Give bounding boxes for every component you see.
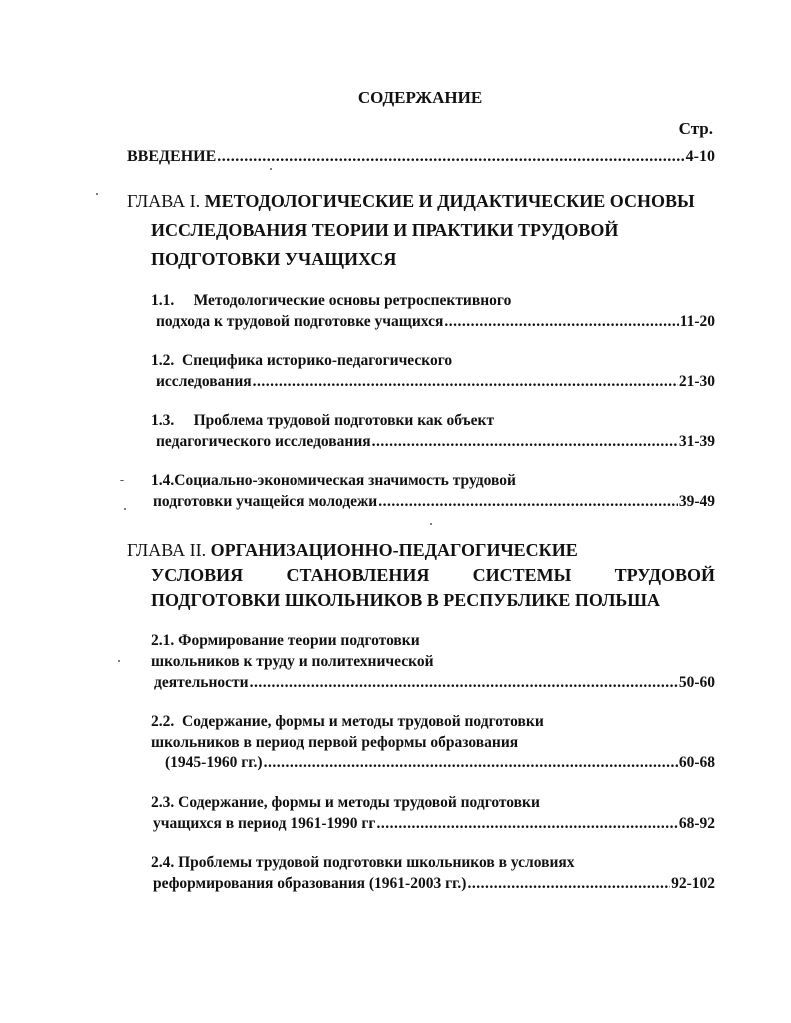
chapter1-title-part1: МЕТОДОЛОГИЧЕСКИЕ И ДИДАКТИЧЕСКИЕ ОСНОВЫ	[204, 191, 695, 211]
scan-speck	[270, 168, 272, 170]
section-title-cont: деятельности	[154, 674, 249, 691]
section-number: 2.4.	[151, 854, 175, 871]
section-title-cont: педагогического исследования	[156, 433, 371, 450]
chapter1-heading-line3: ПОДГОТОВКИ УЧАЩИХСЯ	[151, 249, 397, 269]
section-number: 1.1.	[151, 292, 175, 309]
scan-speck	[96, 193, 98, 195]
chapter2-title-part1: ОРГАНИЗАЦИОННО-ПЕДАГОГИЧЕСКИЕ	[210, 540, 578, 560]
scan-speck	[430, 523, 432, 525]
toc-page-number: 68-92	[678, 815, 715, 832]
chapter2-word: ТРУДОВОЙ	[614, 565, 715, 585]
chapter2-word: СИСТЕМЫ	[472, 565, 572, 585]
section-title-cont: (1945-1960 гг.)	[165, 754, 263, 771]
toc-page-number: 21-30	[678, 373, 715, 390]
section-number: 2.3.	[151, 794, 175, 811]
section-title-cont: исследования	[156, 373, 252, 390]
toc-page-number: 31-39	[678, 433, 715, 450]
section-2-3-line2[interactable]	[153, 815, 715, 833]
section-title: Методологические основы ретроспективного	[193, 292, 512, 309]
section-1-2-line2[interactable]	[156, 373, 715, 391]
chapter2-heading-line1	[127, 540, 578, 561]
toc-entry-label: ВВЕДЕНИЕ	[127, 148, 217, 165]
section-2-1-line3[interactable]	[154, 674, 715, 692]
section-1-1-line2[interactable]	[156, 313, 715, 331]
dot-leader	[217, 148, 684, 166]
toc-page-number: 4-10	[685, 148, 715, 165]
dot-leader	[376, 815, 677, 833]
chapter1-heading-line1	[127, 191, 695, 212]
section-1-4-line2[interactable]	[153, 493, 715, 511]
section-1-4-line1[interactable]	[151, 472, 516, 490]
toc-entry-intro[interactable]	[127, 148, 715, 166]
page-column-label: Стр.	[678, 119, 713, 138]
section-2-2-line2[interactable]: школьников в период первой реформы образования	[151, 734, 519, 751]
chapter2-word: СТАНОВЛЕНИЯ	[286, 565, 430, 585]
section-title-cont: учащихся в период 1961-1990 гг	[153, 815, 376, 832]
section-2-1-line1[interactable]	[151, 632, 420, 650]
section-title-cont: подхода к трудовой подготовке учащихся	[156, 313, 444, 330]
toc-page-number: 50-60	[678, 674, 715, 691]
section-2-2-line3[interactable]	[165, 754, 715, 772]
dot-leader	[250, 674, 678, 692]
section-1-1-line1[interactable]	[151, 292, 511, 310]
toc-page-number: 11-20	[679, 313, 715, 330]
section-number: 1.3.	[151, 412, 175, 429]
toc-page-number: 60-68	[678, 754, 715, 771]
section-title: Формирование теории подготовки	[178, 632, 420, 649]
chapter1-prefix: ГЛАВА I.	[127, 191, 201, 211]
section-1-3-line1[interactable]	[151, 412, 494, 430]
scan-speck	[124, 508, 126, 510]
section-2-1-line2[interactable]: школьников к труду и политехнической	[151, 653, 434, 670]
section-1-3-line2[interactable]	[156, 433, 715, 451]
dot-leader	[253, 373, 678, 391]
section-title: Содержание, формы и методы трудовой подготовки	[182, 713, 544, 730]
chapter2-heading-line2	[151, 565, 715, 586]
dot-leader	[264, 754, 678, 772]
section-title-cont: подготовки учащейся молодежи	[153, 493, 378, 510]
page-title: СОДЕРЖАНИЕ	[357, 88, 483, 107]
scan-speck	[118, 660, 120, 662]
section-title: Проблемы трудовой подготовки школьников в условиях	[178, 854, 575, 871]
dot-leader	[467, 875, 670, 893]
section-number: 1.2.	[151, 352, 175, 369]
scan-speck	[120, 480, 124, 481]
section-2-3-line1[interactable]	[151, 794, 540, 812]
section-title: Социально-экономическая значимость трудовой	[174, 472, 516, 489]
section-2-2-line1[interactable]	[151, 713, 544, 731]
section-number: 1.4.	[151, 472, 175, 489]
section-2-4-line2[interactable]	[153, 875, 715, 893]
chapter2-word: УСЛОВИЯ	[151, 565, 244, 585]
toc-page-number: 39-49	[678, 493, 715, 510]
section-number: 2.1.	[151, 632, 175, 649]
section-2-4-line1[interactable]	[151, 854, 575, 872]
toc-page-number: 92-102	[671, 875, 715, 892]
section-title: Содержание, формы и методы трудовой подготовки	[178, 794, 540, 811]
dot-leader	[378, 493, 678, 511]
chapter2-heading-line3: ПОДГОТОВКИ ШКОЛЬНИКОВ В РЕСПУБЛИКЕ ПОЛЬША	[151, 590, 661, 610]
section-title: Специфика историко-педагогического	[182, 352, 453, 369]
section-title-cont: реформирования образования (1961-2003 гг.)	[153, 875, 467, 892]
section-number: 2.2.	[151, 713, 175, 730]
section-1-2-line1[interactable]	[151, 352, 452, 370]
chapter2-prefix: ГЛАВА II.	[127, 540, 207, 560]
dot-leader	[444, 313, 678, 331]
dot-leader	[372, 433, 678, 451]
section-title: Проблема трудовой подготовки как объект	[193, 412, 495, 429]
chapter1-heading-line2: ИССЛЕДОВАНИЯ ТЕОРИИ И ПРАКТИКИ ТРУДОВОЙ	[151, 220, 619, 240]
